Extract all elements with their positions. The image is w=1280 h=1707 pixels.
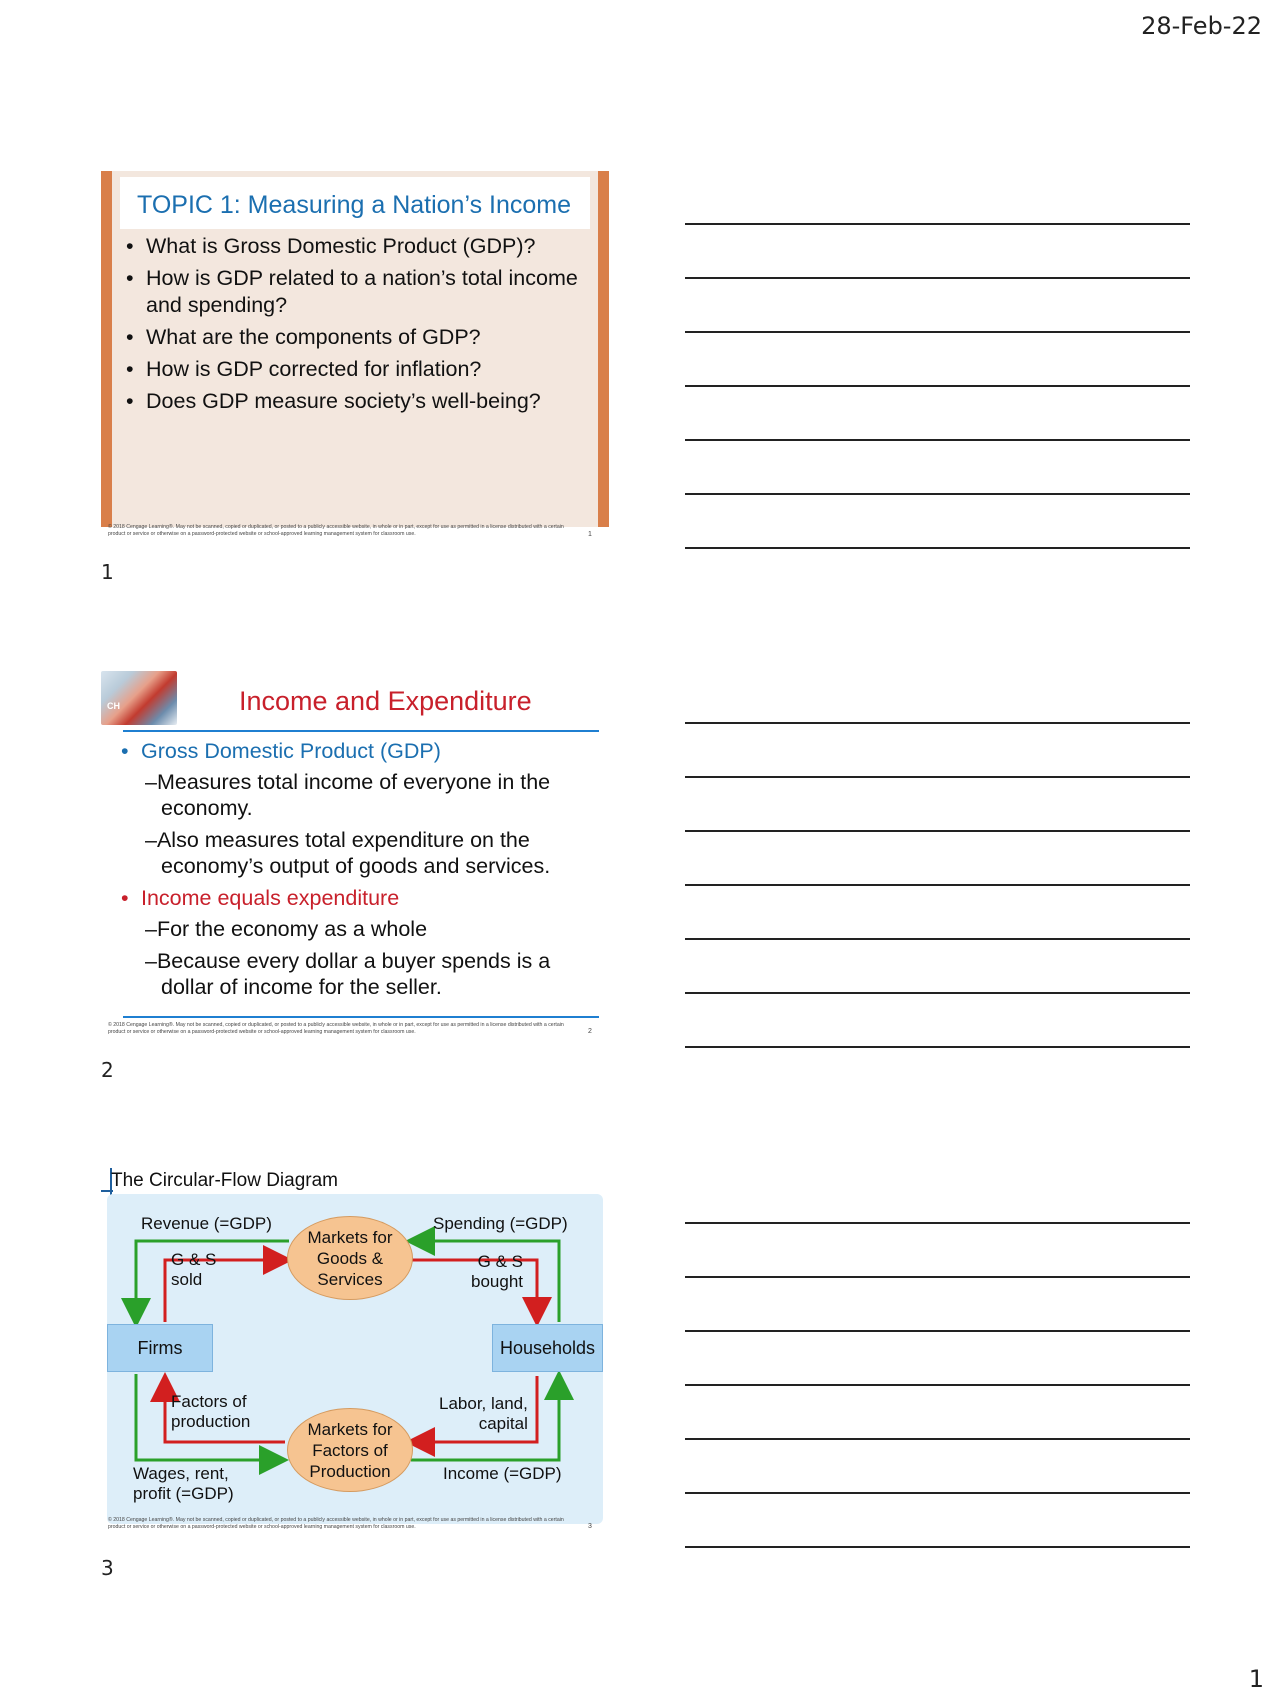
note-line [685, 1278, 1190, 1332]
sub-bullet-item: –Measures total income of everyone in the economy. [145, 770, 551, 820]
bullet-item: • Gross Domestic Product (GDP) [119, 738, 609, 764]
note-line [685, 832, 1190, 886]
spending-label: Spending (=GDP) [433, 1214, 568, 1233]
note-line [685, 495, 1190, 549]
slide-inner-number: 3 [588, 1523, 592, 1530]
note-line [685, 724, 1190, 778]
gs-bought-label: G & S bought [471, 1252, 523, 1291]
note-line [685, 994, 1190, 1048]
note-line [685, 1224, 1190, 1278]
copyright-text: © 2018 Cengage Learning®. May not be scanned, copied or duplicated, or posted to a publicly accessible website, in whole or in part, except for use as permitted in a license distributed with a certain product or service or otherwise on a password-protected website or school-approved learning management system for classroom use. [108, 1517, 564, 1530]
slide-number: 2 [101, 1058, 114, 1082]
income-label: Income (=GDP) [443, 1464, 562, 1483]
title-rule [123, 730, 599, 732]
note-line [685, 1170, 1190, 1224]
markets-factors-production: Markets for Factors of Production [287, 1408, 413, 1492]
note-line [685, 1494, 1190, 1548]
gs-sold-label: G & S sold [171, 1250, 217, 1289]
page-date: 28-Feb-22 [1141, 12, 1262, 40]
notes-lines [685, 171, 1190, 549]
copyright-text: © 2018 Cengage Learning®. May not be scanned, copied or duplicated, or posted to a publicly accessible website, in whole or in part, except for use as permitted in a license distributed with a certain product or service or otherwise on a password-protected website or school-approved learning management system for classroom use. [108, 1022, 564, 1035]
note-line [685, 1440, 1190, 1494]
slide-number: 3 [101, 1556, 114, 1580]
slide-title: Income and Expenditure [239, 686, 532, 716]
bullet-item: • How is GDP related to a nation’s total income and spending? [124, 265, 594, 319]
bottom-rule [123, 1016, 599, 1018]
note-line [685, 441, 1190, 495]
photo-label: CH [107, 701, 120, 711]
notes-lines [685, 1170, 1190, 1548]
sub-bullet-item: –Also measures total expenditure on the economy’s output of goods and services. [145, 828, 551, 878]
slide-title-box [120, 177, 590, 229]
revenue-label: Revenue (=GDP) [141, 1214, 272, 1233]
slide-1 [101, 171, 609, 527]
slide-title: TOPIC 1: Measuring a Nation’s Income [137, 191, 571, 219]
bullet-item: • Does GDP measure society’s well-being? [124, 388, 594, 415]
circular-flow-diagram [107, 1194, 603, 1524]
note-line [685, 670, 1190, 724]
sub-bullet-item: –Because every dollar a buyer spends is a dollar of income for the seller. [145, 949, 551, 999]
slide-inner-number: 1 [588, 531, 592, 538]
bullet-item: • What is Gross Domestic Product (GDP)? [124, 233, 594, 260]
copyright-text: © 2018 Cengage Learning®. May not be scanned, copied or duplicated, or posted to a publicly accessible website, in whole or in part, except for use as permitted in a license distributed with a certain product or service or otherwise on a password-protected website or school-approved learning management system for classroom use. [108, 524, 564, 537]
bullet-item: • What are the components of GDP? [124, 324, 594, 351]
slide-body [119, 738, 609, 1006]
labor-label: Labor, land, capital [439, 1394, 528, 1433]
notes-lines [685, 670, 1190, 1048]
bullet-list [124, 233, 594, 420]
note-line [685, 1332, 1190, 1386]
note-line [685, 387, 1190, 441]
note-line [685, 333, 1190, 387]
slide-title: The Circular-Flow Diagram [111, 1170, 338, 1191]
note-line [685, 1386, 1190, 1440]
note-line [685, 940, 1190, 994]
slide-inner-number: 2 [588, 1028, 592, 1035]
slide-photo [101, 671, 177, 725]
bullet-item: • How is GDP corrected for inflation? [124, 356, 594, 383]
firms-box: Firms [107, 1324, 213, 1372]
note-line [685, 279, 1190, 333]
note-line [685, 171, 1190, 225]
bullet-item: • Income equals expenditure [119, 885, 609, 911]
slide-2 [101, 668, 609, 1048]
factors-label: Factors of production [171, 1392, 251, 1431]
slide-3 [101, 1168, 609, 1548]
sub-bullet-item: –For the economy as a whole [145, 917, 428, 941]
households-box: Households [492, 1324, 603, 1372]
markets-goods-services: Markets for Goods & Services [287, 1216, 413, 1300]
slide-number: 1 [101, 560, 114, 584]
page-number: 1 [1248, 1665, 1264, 1693]
note-line [685, 225, 1190, 279]
note-line [685, 886, 1190, 940]
wages-label: Wages, rent, profit (=GDP) [133, 1464, 234, 1503]
note-line [685, 778, 1190, 832]
